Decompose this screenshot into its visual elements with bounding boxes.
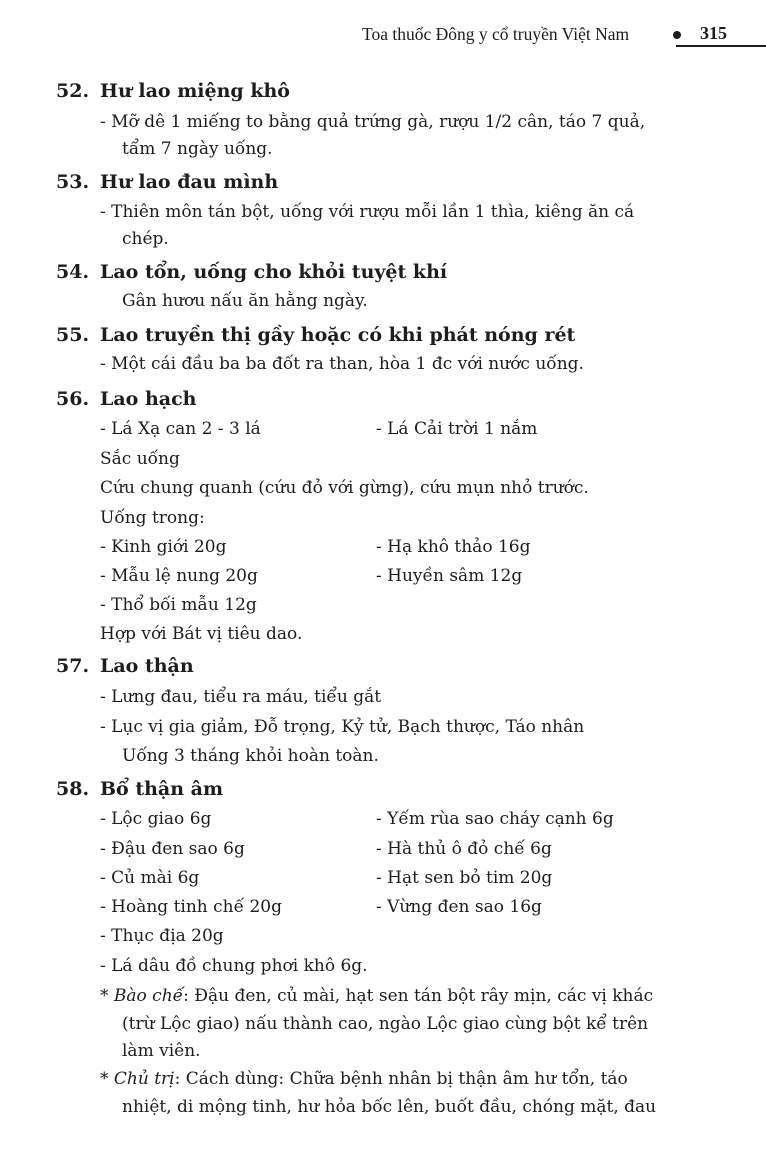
ingredient-item: - Lá Xạ can 2 - 3 lá — [100, 419, 261, 439]
text-line: Cứu chung quanh (cứu đỏ với gừng), cứu mụn nhỏ trước. — [100, 478, 589, 498]
preparation-note — [100, 985, 653, 1007]
note-text: : Cách dùng: Chữa bệnh nhân bị thận âm hư tổn, táo — [174, 1069, 628, 1089]
note-label: Bào chế — [113, 986, 184, 1006]
section-number: 55. — [56, 324, 90, 346]
section-heading-52 — [56, 80, 290, 102]
note-star: * — [100, 1069, 114, 1089]
ingredient-item: - Củ mài 6g — [100, 868, 200, 888]
ingredient-item: - Hạ khô thảo 16g — [376, 537, 531, 557]
text-line: Hợp với Bát vị tiêu dao. — [100, 624, 303, 644]
ingredient-item: - Đậu đen sao 6g — [100, 839, 245, 859]
section-heading-53 — [56, 171, 278, 193]
note-label: Chủ trị — [113, 1069, 175, 1089]
text-line: Sắc uống — [100, 449, 180, 469]
text-line: - Thiên môn tán bột, uống với rượu mỗi lần 1 thìa, kiêng ăn cá — [100, 202, 635, 222]
section-number: 53. — [56, 171, 90, 193]
section-number: 56. — [56, 388, 90, 410]
note-text: : Đậu đen, củ mài, hạt sen tán bột rây mịn, các vị khác — [183, 986, 654, 1006]
ingredient-item: - Thổ bối mẫu 12g — [100, 595, 257, 615]
ingredient-item: - Kinh giới 20g — [100, 537, 227, 557]
section-heading-55 — [56, 324, 575, 346]
section-heading-57 — [56, 655, 194, 677]
section-title: Lao hạch — [100, 388, 197, 410]
running-title: Toa thuốc Đông y cổ truyền Việt Nam — [362, 24, 630, 44]
text-line: - Lưng đau, tiểu ra máu, tiểu gắt — [100, 687, 382, 707]
section-number: 52. — [56, 80, 90, 102]
section-heading-56 — [56, 388, 196, 410]
text-line: Uống 3 tháng khỏi hoàn toàn. — [122, 746, 379, 766]
text-line: nhiệt, di mộng tinh, hư hỏa bốc lên, buốt đầu, chóng mặt, đau — [122, 1097, 657, 1117]
section-number: 54. — [56, 261, 90, 283]
section-number: 58. — [56, 778, 90, 800]
note-star: * — [100, 986, 114, 1006]
ingredient-item: - Hoàng tinh chế 20g — [100, 897, 282, 917]
text-line: làm viên. — [122, 1041, 201, 1061]
ingredient-item: - Lá dâu đồ chung phơi khô 6g. — [100, 956, 368, 976]
section-title: Bổ thận âm — [100, 778, 224, 800]
text-line: - Một cái đầu ba ba đốt ra than, hòa 1 đc với nước uống. — [100, 354, 584, 374]
section-title: Lao thận — [100, 655, 194, 677]
section-heading-54 — [56, 261, 447, 283]
page-number: 315 — [700, 23, 727, 43]
section-title: Hư lao đau mình — [100, 171, 279, 193]
ingredient-item: - Huyền sâm 12g — [376, 566, 523, 586]
ingredient-item: - Hà thủ ô đỏ chế 6g — [376, 839, 552, 859]
text-line: - Lục vị gia giảm, Đỗ trọng, Kỷ tử, Bạch thược, Táo nhân — [100, 717, 585, 737]
section-number: 57. — [56, 655, 90, 677]
ingredient-item: - Lá Cải trời 1 nắm — [376, 419, 538, 439]
indication-note — [100, 1068, 628, 1090]
section-title: Hư lao miệng khô — [100, 80, 290, 102]
text-line: tẩm 7 ngày uống. — [122, 139, 273, 159]
ingredient-item: - Mẫu lệ nung 20g — [100, 566, 258, 586]
ingredient-item: - Lộc giao 6g — [100, 809, 212, 829]
section-heading-58 — [56, 778, 223, 800]
text-line: - Mỡ dê 1 miếng to bằng quả trứng gà, rượu 1/2 cân, táo 7 quả, — [100, 112, 646, 132]
text-line: Gân hươu nấu ăn hằng ngày. — [122, 291, 368, 311]
ingredient-item: - Hạt sen bỏ tim 20g — [376, 868, 553, 888]
text-line: chép. — [122, 229, 169, 249]
ingredient-item: - Yếm rùa sao cháy cạnh 6g — [376, 809, 614, 829]
text-line: (trừ Lộc giao) nấu thành cao, ngào Lộc giao cùng bột kể trên — [122, 1014, 649, 1034]
text-line: Uống trong: — [100, 508, 205, 528]
ingredient-item: - Thục địa 20g — [100, 926, 224, 946]
ingredient-item: - Vừng đen sao 16g — [376, 897, 542, 917]
section-title: Lao truyền thị gầy hoặc có khi phát nóng rét — [100, 324, 576, 346]
section-title: Lao tổn, uống cho khỏi tuyệt khí — [100, 261, 448, 283]
